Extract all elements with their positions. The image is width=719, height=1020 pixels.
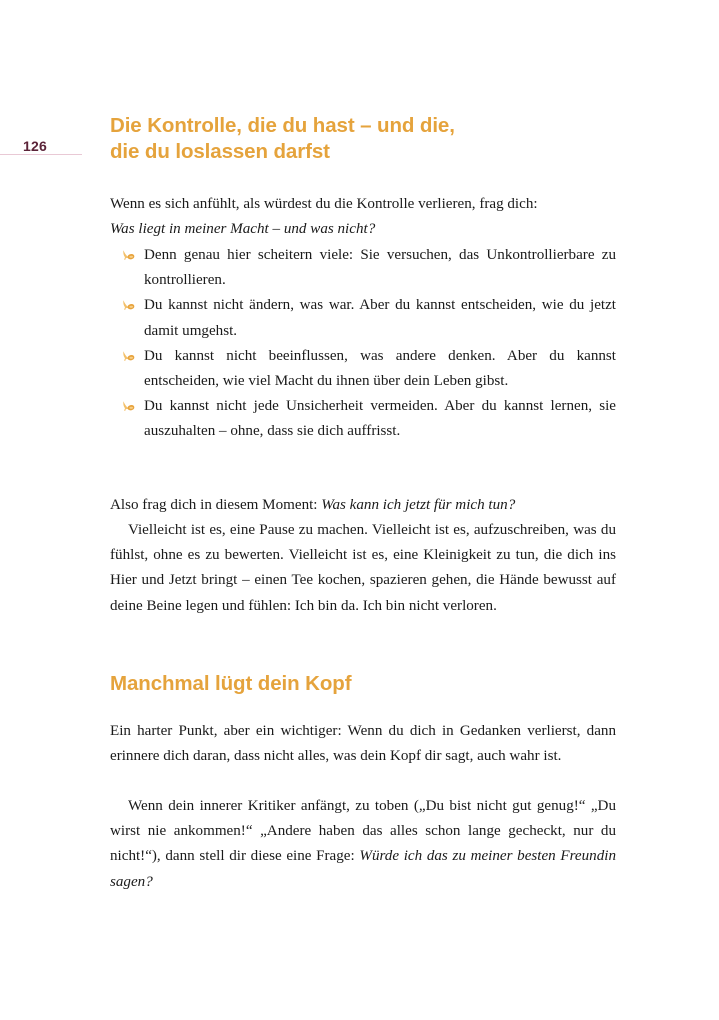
bullet-list bbox=[110, 243, 616, 445]
also-italic-question: Was kann ich jetzt für mich tun? bbox=[321, 497, 516, 513]
kritiker-italic-question: Würde ich das zu meiner besten Freundin sagen? bbox=[110, 848, 616, 890]
list-item-text: Du kannst nicht ändern, was war. Aber du kannst entscheiden, wie du jetzt damit umgehst. bbox=[144, 297, 616, 339]
section-heading-1-line-1: Die Kontrolle, die du hast – und die, bbox=[110, 114, 455, 137]
leaf-bullet-icon bbox=[122, 400, 135, 413]
vielleicht-paragraph: Vielleicht ist es, eine Pause zu machen. Vielleicht ist es, aufzuschreiben, was du fühlst, ohne es zu bewerten. Vielleicht ist es, eine Kleinigkeit zu tun, die dich ins Hier und Jetzt bringt – einen Tee kochen, spazieren gehen, die Hände bewusst auf deine Beine legen und fühlen: Ich bin da. Ich bin nicht verloren. bbox=[110, 522, 616, 614]
also-paragraph bbox=[110, 493, 616, 518]
kritiker-lead-text: Wenn dein innerer Kritiker anfängt, zu toben („Du bist nicht gut genug!“ „Du wirst nie ankommen!“ „Andere haben das alles schon lange gecheckt, nur du nicht!“), dann stell dir diese eine Frage: bbox=[110, 798, 616, 865]
section-heading-1 bbox=[110, 113, 540, 165]
kritiker-paragraph bbox=[110, 794, 616, 895]
intro-paragraph bbox=[110, 192, 616, 242]
list-item bbox=[110, 243, 616, 293]
section-heading-2: Manchmal lügt dein Kopf bbox=[110, 672, 352, 695]
leaf-bullet-icon bbox=[122, 299, 135, 312]
intro-lead-text: Wenn es sich anfühlt, als würdest du die Kontrolle verlieren, frag dich: bbox=[110, 196, 538, 212]
list-item bbox=[110, 293, 616, 343]
also-lead-text: Also frag dich in diesem Moment: bbox=[110, 497, 322, 513]
list-item bbox=[110, 344, 616, 394]
page-number: 126 bbox=[23, 138, 47, 154]
intro-italic-question: Was liegt in meiner Macht – und was nicht? bbox=[110, 221, 376, 238]
leaf-bullet-icon bbox=[122, 249, 135, 262]
folio-rule bbox=[0, 154, 82, 155]
list-item-text: Du kannst nicht jede Unsicherheit vermeiden. Aber du kannst lernen, sie auszuhalten – ohne, dass sie dich auffrisst. bbox=[144, 398, 616, 440]
list-item-text: Du kannst nicht beeinflussen, was andere denken. Aber du kannst entscheiden, wie viel Macht du ihnen über dein Leben gibst. bbox=[144, 347, 616, 390]
leaf-bullet-icon bbox=[122, 350, 135, 363]
hard-point-paragraph: Ein harter Punkt, aber ein wichtiger: Wenn du dich in Gedanken verlierst, dann erinnere dich daran, dass nicht alles, was dein Kopf dir sagt, auch wahr ist. bbox=[110, 723, 616, 765]
list-item-text: Denn genau hier scheitern viele: Sie versuchen, das Unkontrollierbare zu kontrollieren. bbox=[144, 247, 616, 289]
list-item bbox=[110, 394, 616, 444]
section-heading-1-line-2: die du loslassen darfst bbox=[110, 140, 330, 163]
folio-block bbox=[0, 138, 84, 155]
